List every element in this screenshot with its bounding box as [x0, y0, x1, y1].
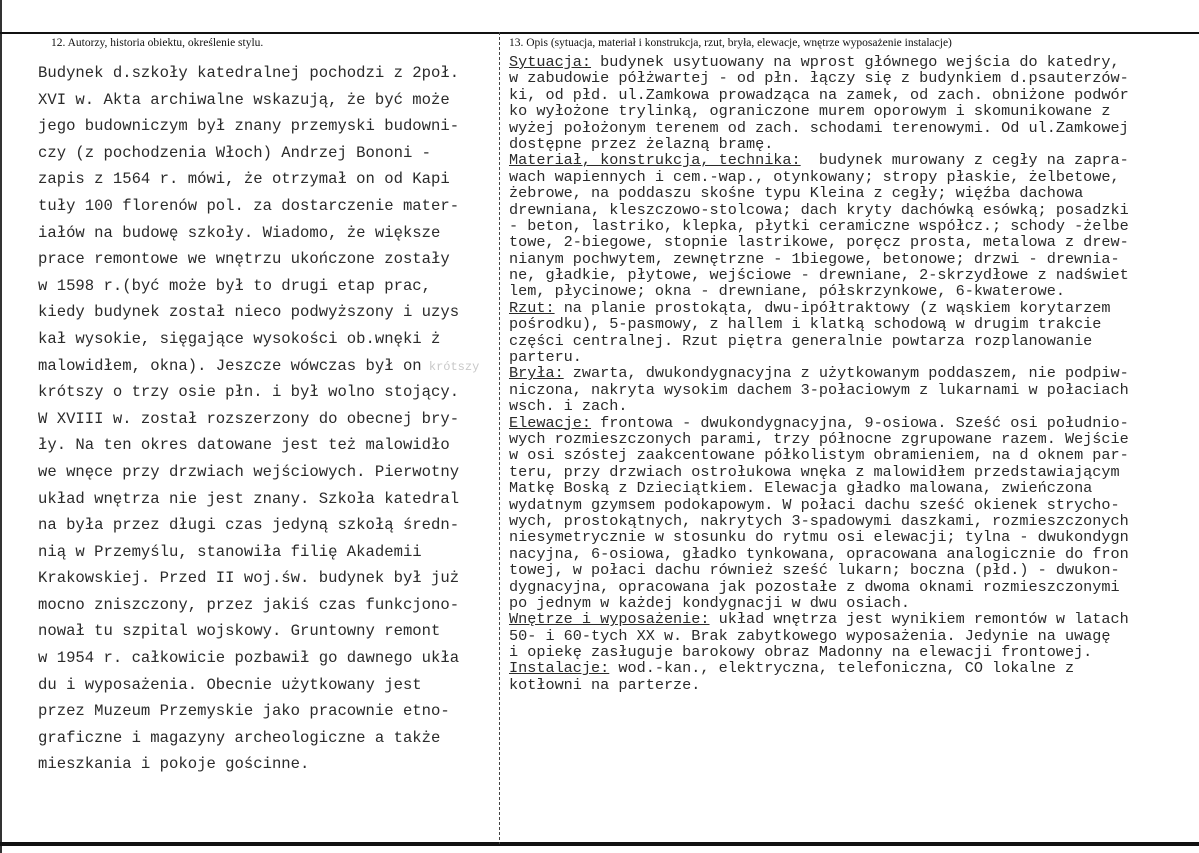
history-text-line: jego budowniczym był znany przemyski budowni-: [38, 117, 460, 136]
section-label: Bryła:: [509, 364, 564, 383]
line-text: frontowa - dwukondygnacyjna, 9-osiowa. Sześć osi południo-: [591, 413, 1129, 432]
history-text-line: Budynek d.szkoły katedralnej pochodzi z 2poł.: [38, 64, 460, 82]
history-text-line: przez Muzeum Przemyskie jako pracownie etno-: [38, 702, 450, 721]
line-text: wod.-kan., elektryczna, telefoniczna, CO lokalne z: [609, 659, 1075, 678]
line-text: kotłowni na parterze.: [509, 675, 701, 694]
description-text-line: [509, 152, 1199, 168]
history-text-line: iałów na budowę szkoły. Wiadomo, że większe: [38, 223, 441, 242]
section-label: Sytuacja:: [509, 53, 592, 71]
history-text-line: krótszy o trzy osie płn. i był wolno stojący.: [38, 383, 460, 402]
description-text-line: [509, 382, 1199, 398]
line-text: części centralnej. Rzut piętra generalnie powtarza rozplanowanie: [509, 331, 1093, 350]
history-text-column: [38, 60, 498, 778]
description-text-line: [509, 70, 1199, 86]
header-rule: [0, 32, 1199, 34]
line-text: wach wapiennych i cem.-wap., otynkowany; stropy płaskie, żelbetowe,: [509, 167, 1120, 186]
section-label: Instalacje:: [509, 659, 610, 678]
section-label: Elewacje:: [509, 413, 592, 432]
description-text-line: [509, 415, 1199, 431]
line-text: budynek murowany z cegły na zapra-: [800, 151, 1129, 170]
history-text-line: zapis z 1564 r. mówi, że otrzymał on od Kapi: [38, 170, 450, 189]
line-text: i opiekę zasługuje barokowy obraz Madonny na elewacji frontowej.: [509, 643, 1093, 662]
line-text: lem, płycinowe; okna - drewniane, półskrzynkowe, 6-kwaterowe.: [509, 282, 1065, 301]
history-text-line: malowidłem, okna). Jeszcze wówczas był on krótszy: [38, 356, 480, 375]
description-text-line: [509, 546, 1199, 562]
history-text-line: nią w Przemyślu, stanowiła filię Akademii: [38, 542, 422, 561]
history-text-line: czy (z pochodzenia Włoch) Andrzej Bononi -: [38, 143, 432, 162]
history-text-line: Krakowskiej. Przed II woj.św. budynek był już: [38, 569, 460, 588]
description-text-line: [509, 349, 1199, 365]
description-text-line: [509, 218, 1199, 234]
history-text-line: kiedy budynek został nieco podwyższony i uzys: [38, 303, 460, 322]
history-text-line: mocno zniszczony, przez jakiś czas funkcjono-: [38, 595, 460, 614]
line-text: niesymetrycznie w stosunku do rytmu osi elewacji; tylna - dwukondygn: [509, 528, 1129, 547]
history-text-line: nował tu szpital wojskowy. Gruntowny remont: [38, 622, 441, 641]
description-text-line: [509, 120, 1199, 136]
line-text: towej, w połaci dachu również sześć lukarn; boczna (płd.) - dwukon-: [509, 561, 1120, 580]
description-text-line: [509, 431, 1199, 447]
description-text-line: [509, 251, 1199, 267]
history-text-line: ły. Na ten okres datowane jest też malowidło: [38, 436, 450, 455]
line-text: ko wyłożone trylinką, ograniczone murem oporowym i skomunikowane z: [509, 102, 1111, 121]
description-text-line: [509, 267, 1199, 283]
line-text: wych, prostokątnych, nakrytych 3-spadowymi daszkami, rozmieszczonych: [509, 511, 1129, 530]
description-text-line: [509, 562, 1199, 578]
section-13-heading: 13. Opis (sytuacja, materiał i konstrukcja, rzut, bryła, elewacje, wnętrze wyposażenie instalacje): [509, 37, 952, 49]
line-text: żebrowe, na poddaszu skośne typu Kleina z cegły; więźba dachowa: [509, 184, 1084, 203]
section-label: Materiał, konstrukcja, technika:: [509, 151, 801, 170]
line-text: drewniana, kleszczowo-stolcowa; dach kryty dachówką esówką; posadzki: [509, 200, 1129, 219]
history-text-line: we wnęce przy drzwiach wejściowych. Pierwotny: [38, 462, 460, 481]
line-text: parteru.: [509, 348, 582, 367]
history-text-line: kał wysokie, sięgające wysokości ob.wnęki ż: [38, 329, 441, 348]
line-text: budynek usytuowany na wprost głównego wejścia do katedry,: [591, 53, 1120, 71]
description-text-line: [509, 103, 1199, 119]
line-text: wyżej położonym terenem od zach. schodami terenowymi. Od ul.Zamkowej: [509, 118, 1129, 137]
section-12-heading: 12. Autorzy, historia obiektu, określenie stylu.: [51, 37, 264, 49]
description-text-line: [509, 480, 1199, 496]
line-text: wych rozmieszczonych parami, trzy północne zgrupowane razem. Wejście: [509, 429, 1129, 448]
line-text: w zabudowie półżwartej - od płn. łączy się z budynkiem d.psauterzów-: [509, 69, 1129, 88]
history-text-line: graficzne i magazyny archeologiczne a także: [38, 728, 441, 747]
description-text-line: [509, 300, 1199, 316]
description-text-line: [509, 234, 1199, 250]
history-text-line: mieszkania i pokoje gościnne.: [38, 755, 310, 774]
description-text-line: [509, 644, 1199, 660]
line-text: 50- i 60-tych XX w. Brak zabytkowego wyposażenia. Jedynie na uwagę: [509, 626, 1111, 645]
description-text-line: [509, 595, 1199, 611]
history-text-line: du i wyposażenia. Obecnie użytkowany jest: [38, 675, 422, 694]
description-text-column: [509, 54, 1199, 693]
description-text-line: [509, 611, 1199, 627]
line-text: wsch. i zach.: [509, 397, 628, 416]
description-text-line: [509, 365, 1199, 381]
history-text-line: na była przez długi czas jedyną szkołą średn-: [38, 516, 460, 535]
history-text-line: W XVIII w. został rozszerzony do obecnej bry-: [38, 409, 460, 428]
history-text-line: tuły 100 florenów pol. za dostarczenie mater-: [38, 196, 460, 215]
description-text-line: [509, 579, 1199, 595]
line-text: ki, od płd. ul.Zamkowa prowadząca na zamek, od zach. obniżone podwór: [509, 85, 1129, 104]
line-text: w osi szóstej zaakcentowane półkolistym obramieniem, na d oknem par-: [509, 446, 1129, 465]
page-edge-left: [0, 0, 2, 853]
description-text-line: [509, 628, 1199, 644]
line-text: nianym pochwytem, zewnętrzne - 1biegowe, betonowe; drzwi - drewnia-: [509, 249, 1120, 268]
line-text: - beton, lastriko, klepka, płytki ceramiczne współcz.; schody -żelbe: [509, 216, 1129, 235]
description-text-line: [509, 464, 1199, 480]
line-text: na planie prostokąta, dwu-ipółtraktowy (z wąskiem korytarzem: [554, 298, 1111, 317]
section-label: Wnętrze i wyposażenie:: [509, 610, 710, 629]
line-text: po jednym w każdej kondygnacji w dwu osiach.: [509, 593, 911, 612]
description-text-line: [509, 136, 1199, 152]
description-text-line: [509, 529, 1199, 545]
line-text: ne, gładkie, płytowe, wejściowe - drewniane, 2-skrzydłowe z nadświet: [509, 266, 1129, 285]
description-text-line: [509, 202, 1199, 218]
column-divider: [499, 32, 500, 844]
history-text-line: prace remontowe we wnętrzu ukończone zostały: [38, 250, 450, 269]
description-text-line: [509, 283, 1199, 299]
description-text-line: [509, 660, 1199, 676]
description-text-line: [509, 447, 1199, 463]
description-text-line: [509, 54, 1199, 70]
history-text-line: w 1598 r.(być może był to drugi etap prac,: [38, 276, 432, 295]
line-text: zwarta, dwukondygnacyjna z użytkowanym poddaszem, nie podpiw-: [563, 364, 1129, 383]
description-text-line: [509, 316, 1199, 332]
section-label: Rzut:: [509, 298, 555, 317]
line-text: Matkę Boską z Dzieciątkiem. Elewacja gładko malowana, zwieńczona: [509, 479, 1093, 498]
line-text: układ wnętrza jest wynikiem remontów w latach: [709, 610, 1129, 629]
description-text-line: [509, 513, 1199, 529]
line-text: dostępne przez żelazną bramę.: [509, 134, 774, 153]
line-text: dygnacyjna, opracowana jak pozostałe z dwoma oknami rozmieszczonymi: [509, 577, 1120, 596]
history-text-line: w 1954 r. całkowicie pozbawił go dawnego ukła: [38, 649, 460, 668]
description-text-line: [509, 333, 1199, 349]
description-text-line: [509, 497, 1199, 513]
description-text-line: [509, 677, 1199, 693]
description-text-line: [509, 185, 1199, 201]
line-text: wydatnym gzymsem podokapowym. W połaci dachu sześć okienek strycho-: [509, 495, 1120, 514]
line-text: teru, przy drzwiach ostrołukowa wnęka z malowidłem przedstawiającym: [509, 462, 1120, 481]
description-text-line: [509, 87, 1199, 103]
description-text-line: [509, 398, 1199, 414]
bleed-through-text: krótszy: [421, 359, 480, 374]
line-text: niczona, nakryta wysokim dachem 3-połaciowym z lukarnami w połaciach: [509, 380, 1129, 399]
page-edge-bottom: [0, 842, 1199, 846]
line-text: pośrodku), 5-pasmowy, z hallem i klatką schodową w drugim trakcie: [509, 315, 1102, 334]
history-text-line: układ wnętrza nie jest znany. Szkoła katedral: [38, 489, 460, 508]
line-text: towe, 2-biegowe, stopnie lastrikowe, poręcz prosta, metalowa z drew-: [509, 233, 1129, 252]
history-text-line: XVI w. Akta archiwalne wskazują, że być może: [38, 90, 450, 109]
description-text-line: [509, 169, 1199, 185]
line-text: nacyjna, 6-osiowa, gładko tynkowana, opracowana analogicznie do fron: [509, 544, 1129, 563]
